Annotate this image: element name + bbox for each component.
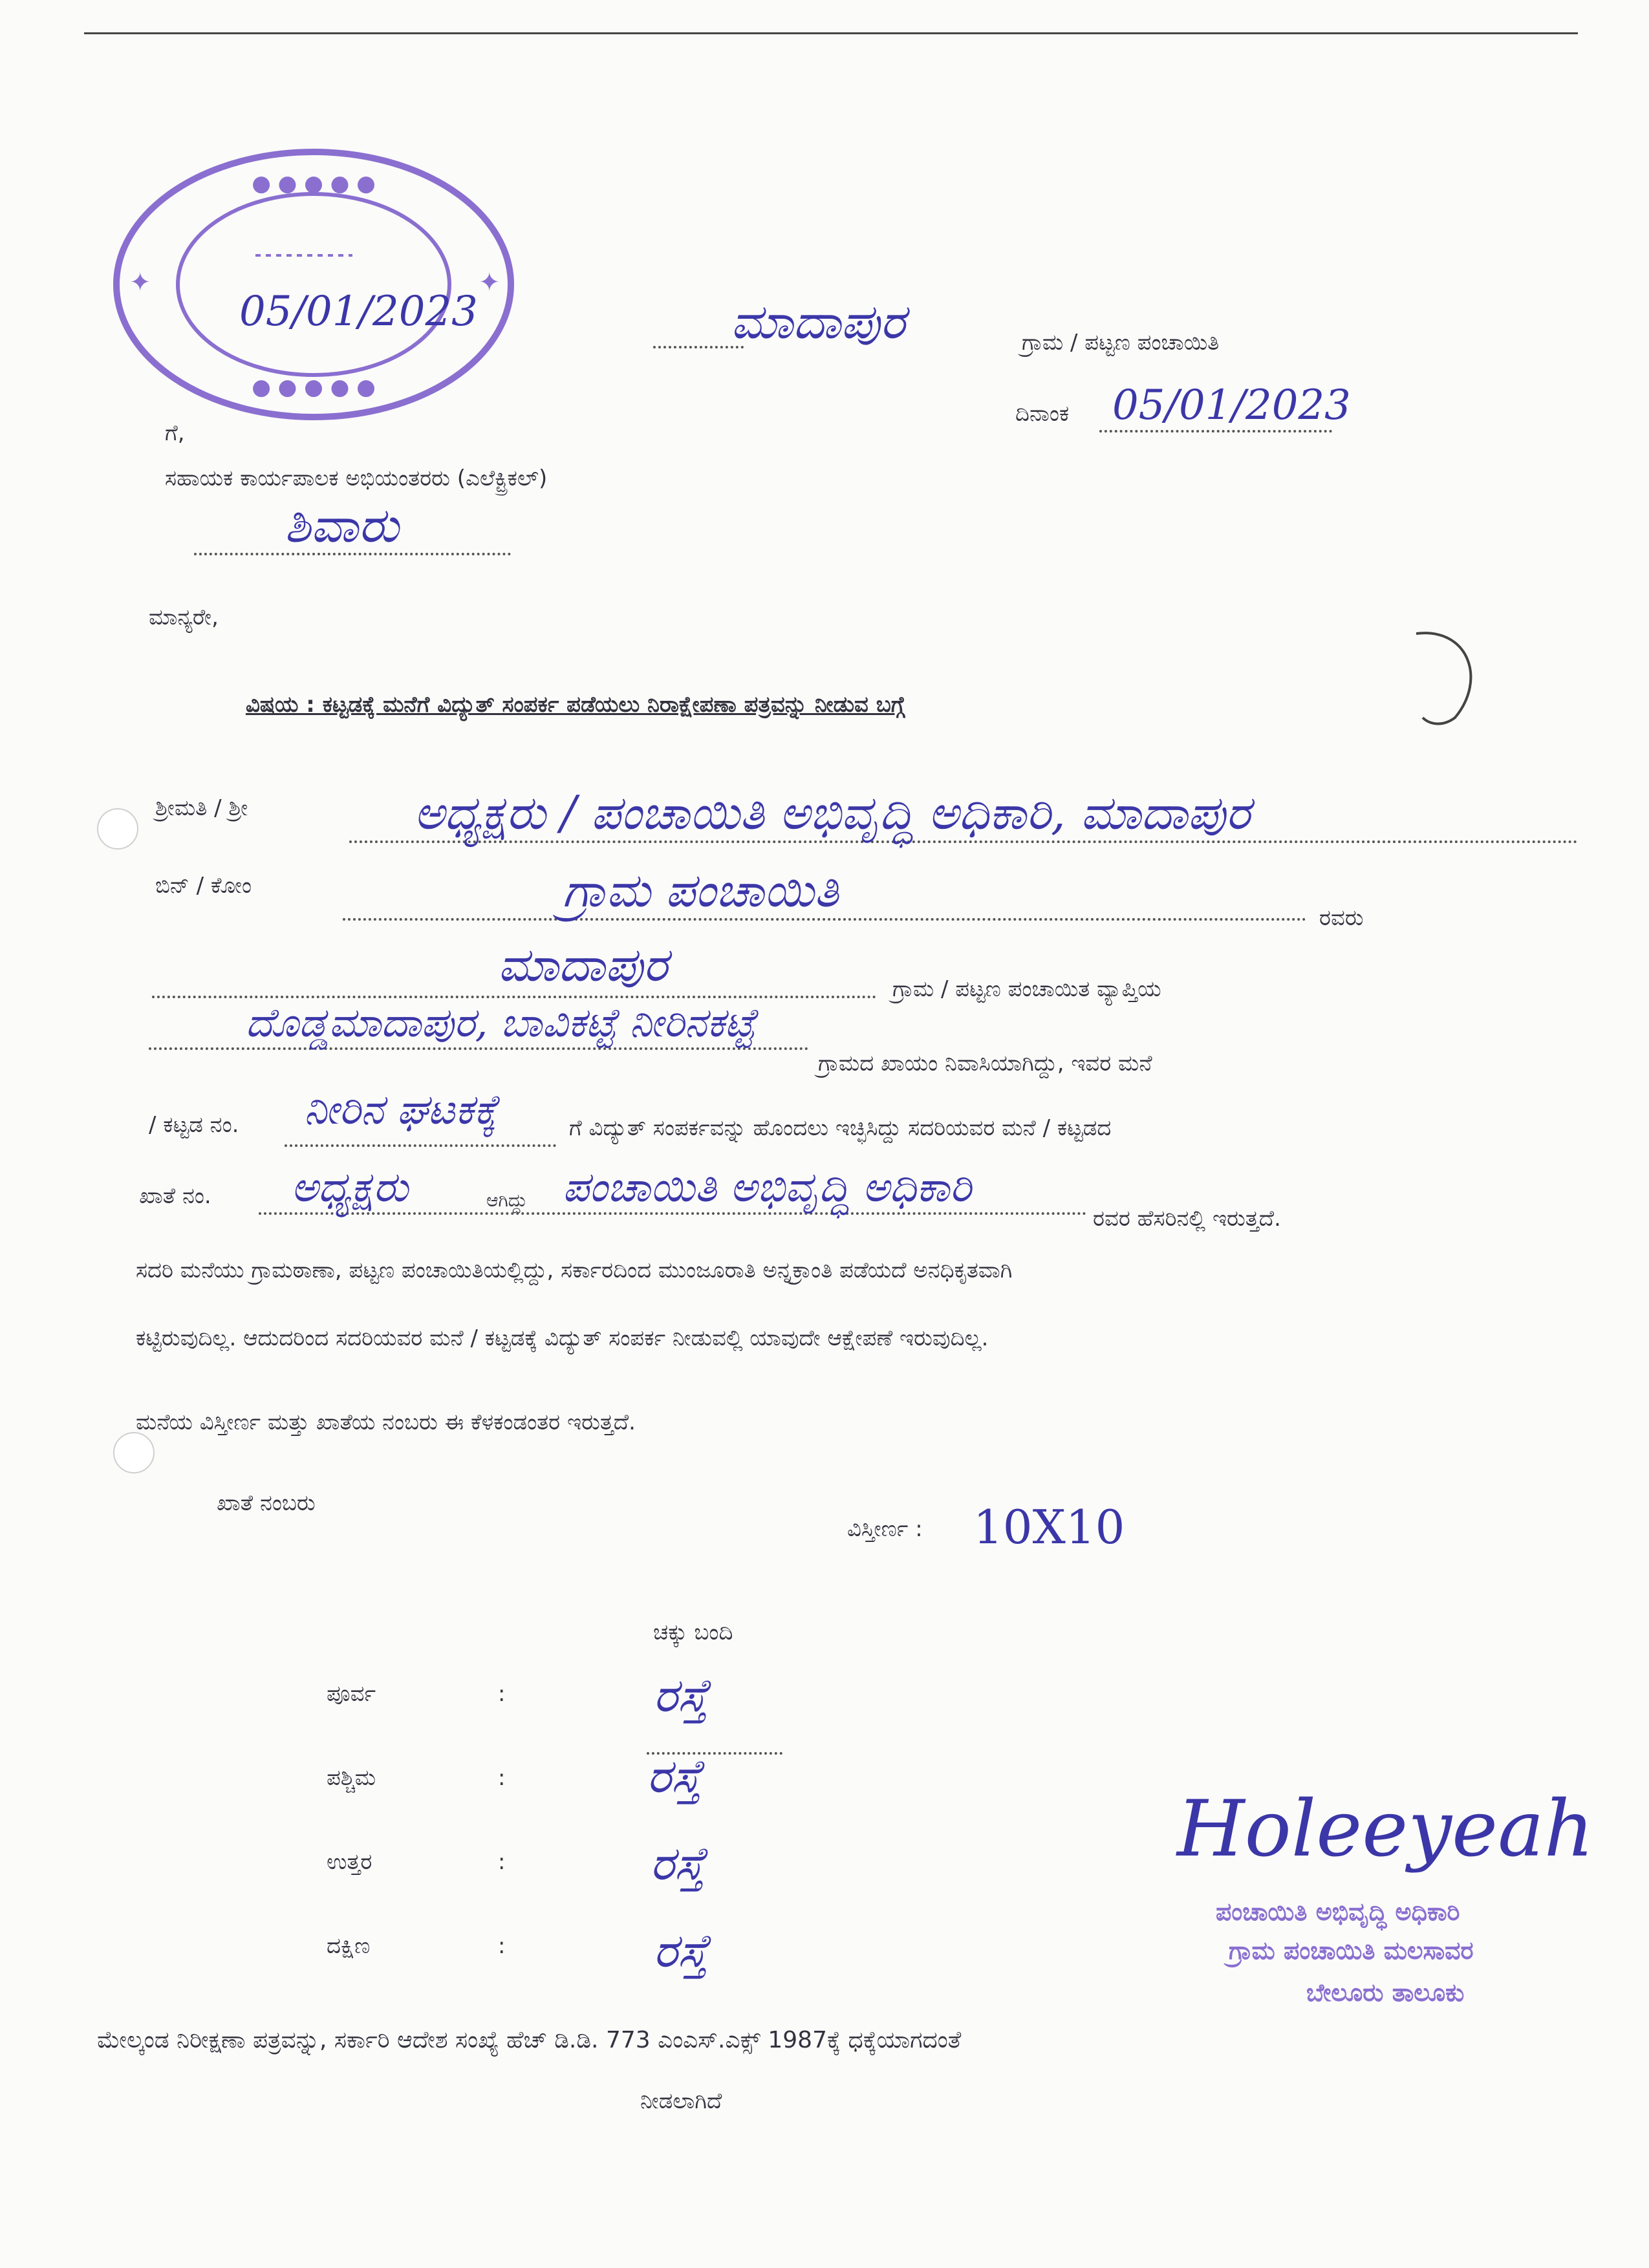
boundary-direction-south: ದಕ್ಷಿಣ: [327, 1933, 371, 1959]
boundary-direction-west: ಪಶ್ಚಿಮ: [327, 1765, 376, 1791]
office-seal-stamp: [107, 142, 521, 427]
boundary-direction-north: ಉತ್ತರ: [327, 1849, 372, 1875]
boundary-colon: :: [498, 1681, 506, 1707]
dotted-line: [149, 1047, 808, 1050]
line1-handwritten: ಅಧ್ಯಕ್ಷರು / ಪಂಚಾಯಿತಿ ಅಭಿವೃದ್ಧಿ ಅಧಿಕಾರಿ, ಮಾದಾಪುರ: [414, 786, 1251, 840]
subject-line: ವಿಷಯ : ಕಟ್ಟಡಕ್ಕೆ ಮನೆಗೆ ವಿದ್ಯುತ್ ಸಂಪರ್ಕ ಪಡೆಯಲು ನಿರಾಕ್ಷೇಪಣಾ ಪತ್ರವನ್ನು ನೀಡುವ ಬಗ್ಗೆ: [246, 692, 905, 718]
line3-handwritten: ಮಾದಾಪುರ: [498, 937, 668, 992]
line1-prefix: ಶ್ರೀಮತಿ / ಶ್ರೀ: [155, 795, 248, 821]
svg-text:✦: ✦: [129, 268, 151, 297]
to-prefix: ಗೆ,: [165, 420, 185, 446]
boundary-colon: :: [498, 1765, 506, 1791]
dotted-line: [259, 1212, 1086, 1215]
line6-handwritten-1: ಅಧ್ಯಕ್ಷರು: [291, 1164, 409, 1212]
date-label: ದಿನಾಂಕ: [1015, 401, 1070, 427]
signature-stamp-line2: ಗ್ರಾಮ ಪಂಚಾಯಿತಿ ಮಲಸಾವರ: [1229, 1936, 1474, 1965]
svg-text:● ● ● ● ●: ● ● ● ● ●: [252, 374, 376, 400]
punch-hole-top: [97, 808, 138, 850]
line5-prefix: / ಕಟ್ಟಡ ನಂ.: [149, 1112, 239, 1138]
dotted-line: [1099, 430, 1332, 433]
boundaries-title: ಚಕ್ಕು ಬಂದಿ: [653, 1620, 733, 1645]
date-handwritten: 05/01/2023: [1112, 381, 1351, 429]
salutation: ಮಾನ್ಯರೇ,: [149, 604, 219, 630]
dotted-line: [653, 346, 744, 348]
signature-stamp-line1: ಪಂಚಾಯಿತಿ ಅಭಿವೃದ್ಧಿ ಅಧಿಕಾರಿ: [1216, 1898, 1460, 1926]
village-name-handwritten: ಮಾದಾಪುರ: [731, 294, 905, 350]
dotted-line: [152, 996, 876, 998]
svg-text:● ● ● ● ●: ● ● ● ● ●: [252, 171, 376, 197]
addressee-designation: ಸಹಾಯಕ ಕಾರ್ಯಪಾಲಕ ಅಭಿಯಂತರರು (ಎಲೆಕ್ಟ್ರಿಕಲ್): [165, 465, 548, 491]
line6-handwritten-2: ಪಂಚಾಯಿತಿ ಅಭಿವೃದ್ಧಿ ಅಧಿಕಾರಿ: [563, 1164, 972, 1212]
footer-line1: ಮೇಲ್ಕಂಡ ನಿರೀಕ್ಷಣಾ ಪತ್ರವನ್ನು, ಸರ್ಕಾರಿ ಆದೇಶ ಸಂಖ್ಯೆ ಹೆಚ್ ಡಿ.ಡಿ. 773 ಎಂಎಸ್.ಎಕ್ಸ್ 1987ಕ್ಕೆ ಧಕ್ಕೆಯಾಗದಂತೆ: [97, 2027, 962, 2053]
line3-suffix: ಗ್ರಾಮ / ಪಟ್ಟಣ ಪಂಚಾಯಿತ ವ್ಯಾಪ್ತಿಯ: [892, 976, 1161, 1002]
area-label: ವಿಸ್ತೀರ್ಣ :: [847, 1516, 923, 1542]
svg-text:✦: ✦: [479, 268, 501, 297]
line2-suffix: ರವರು: [1319, 905, 1364, 931]
body-line7: ಸದರಿ ಮನೆಯು ಗ್ರಾಮಠಾಣಾ, ಪಟ್ಟಣ ಪಂಚಾಯಿತಿಯಲ್ಲಿದ್ದು, ಸರ್ಕಾರದಿಂದ ಮುಂಜೂರಾತಿ ಅನ್ನಕ್ರಾಂತಿ ಪಡೆಯದೆ ಅನಧಿಕೃತವಾಗಿ: [136, 1257, 1013, 1283]
line5-handwritten: ನೀರಿನ ಘಟಕಕ್ಕೆ: [304, 1086, 498, 1134]
line2-handwritten: ಗ್ರಾಮ ಪಂಚಾಯಿತಿ: [563, 863, 839, 917]
boundary-value-south: ರಸ್ತೆ: [653, 1923, 709, 1978]
boundary-colon: :: [498, 1933, 506, 1959]
line2-prefix: ಬಿನ್ / ಕೋಂ: [155, 873, 252, 899]
footer-line2: ನೀಡಲಾಗಿದೆ: [640, 2088, 722, 2114]
line4-suffix: ಗ್ರಾಮದ ಖಾಯಂ ನಿವಾಸಿಯಾಗಿದ್ದು, ಇವರ ಮನೆ: [818, 1051, 1152, 1076]
line6-mid: ಆಗಿದ್ದು: [486, 1190, 528, 1211]
officer-signature: Holeeyeah: [1177, 1784, 1594, 1874]
body-line9: ಮನೆಯ ವಿಸ್ತೀರ್ಣ ಮತ್ತು ಖಾತೆಯ ನಂಬರು ಈ ಕೆಳಕಂಡಂತರ ಇರುತ್ತದೆ.: [136, 1409, 636, 1435]
stamp-date: 05/01/2023: [239, 288, 478, 336]
boundary-value-north: ರಸ್ತೆ: [650, 1836, 706, 1890]
village-type-label: ಗ್ರಾಮ / ಪಟ್ಟಣ ಪಂಚಾಯಿತಿ: [1022, 330, 1220, 356]
area-value-handwritten: 10X10: [973, 1500, 1125, 1554]
punch-hole-bottom: [113, 1432, 155, 1473]
khata-number-label: ಖಾತೆ ನಂಬರು: [217, 1490, 316, 1516]
boundary-value-east: ರಸ್ತೆ: [653, 1668, 709, 1722]
boundary-colon: :: [498, 1849, 506, 1875]
line6-prefix: ಖಾತೆ ನಂ.: [139, 1183, 211, 1209]
line5-suffix: ಗೆ ವಿದ್ಯುತ್ ಸಂಪರ್ಕವನ್ನು ಹೊಂದಲು ಇಚ್ಛಿಸಿದ್ದು ಸದರಿಯವರ ಮನೆ / ಕಟ್ಟಡದ: [569, 1115, 1112, 1141]
signature-stamp-line3: ಬೇಲೂರು ತಾಲೂಕು: [1306, 1978, 1465, 2007]
body-line8: ಕಟ್ಟಿರುವುದಿಲ್ಲ. ಆದುದರಿಂದ ಸದರಿಯವರ ಮನೆ / ಕಟ್ಟಡಕ್ಕೆ ವಿದ್ಯುತ್ ಸಂಪರ್ಕ ನೀಡುವಲ್ಲಿ ಯಾವುದೇ ಆಕ್ಷೇಪಣೆ ಇರುವುದಿಲ್ಲ.: [136, 1325, 989, 1351]
line6-suffix: ರವರ ಹೆಸರಿನಲ್ಲಿ ಇರುತ್ತದೆ.: [1093, 1206, 1281, 1232]
dotted-line: [285, 1144, 556, 1147]
boundary-direction-east: ಪೂರ್ವ: [327, 1681, 376, 1707]
addressee-place-handwritten: ಶಿವಾರು: [285, 498, 399, 553]
top-border-line: [84, 32, 1578, 34]
pen-mark-doodle: [1377, 621, 1494, 737]
boundary-value-west: ರಸ್ತೆ: [647, 1749, 702, 1803]
line4-handwritten: ದೊಡ್ಡಮಾದಾಪುರ, ಬಾವಿಕಟ್ಟೆ ನೀರಿನಕಟ್ಟೆ: [246, 999, 756, 1046]
